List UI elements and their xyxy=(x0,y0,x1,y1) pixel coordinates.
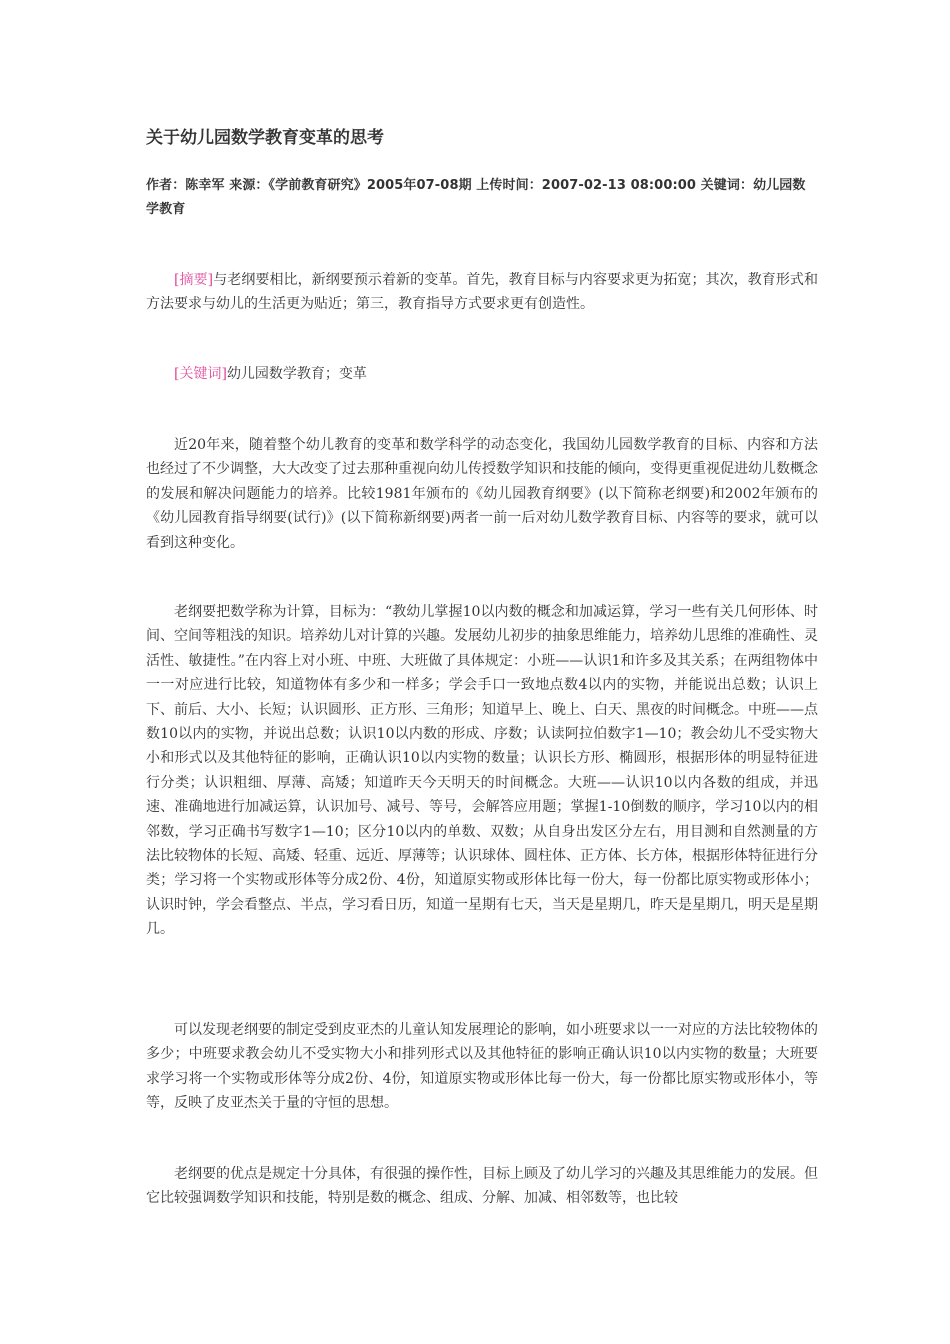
body-paragraph: 老纲要的优点是规定十分具体，有很强的操作性，目标上顾及了幼儿学习的兴趣及其思维能力的发展。但它比较强调数学知识和技能，特别是数的概念、组成、分解、加减、相邻数等，也比较 xyxy=(146,1166,818,1207)
body-paragraph: 老纲要把数学称为计算，目标为：“教幼儿掌握10以内数的概念和加减运算，学习一些有关几何形体、时间、空间等粗浅的知识。培养幼儿对计算的兴趣。发展幼儿初步的抽象思维能力，培养幼儿思维的准确性、灵活性、敏捷性。”在内容上对小班、中班、大班做了具体规定：小班——认识1和许多及其关系；在两组物体中一一对应进行比较，知道物体有多少和一样多；学会手口一致地点数4以内的实物，并能说出总数；认识上下、前后、大小、长短；认识圆形、正方形、三角形；知道早上、晚上、白天、黑夜的时间概念。中班——点数10以内的实物，并说出总数；认识10以内数的形成、序数；认读阿拉伯数字1—10；教会幼儿不受实物大小和形式以及其他特征的影响，正确认识10以内实物的数量；认识长方形、椭圆形，根据形体的明显特征进行分类；认识粗细、厚薄、高矮；知道昨天今天明天的时间概念。大班——认识10以内各数的组成，并迅速、准确地进行加减运算，认识加号、减号、等号，会解答应用题；掌握1-10倒数的顺序，学习10以内的相邻数，学习正确书写数字1—10；区分10以内的单数、双数；从自身出发区分左右，用目测和自然测量的方法比较物体的长短、高矮、轻重、远近、厚薄等；认识球体、圆柱体、正方体、长方体，根据形体特征进行分类；学习将一个实物或形体等分成2份、4份，知道原实物或形体比每一份大，每一份都比原实物或形体小；认识时钟，学会看整点、半点，学习看日历，知道一星期有七天，当天是星期几，昨天是星期几，明天是星期几。 xyxy=(146,604,818,938)
keywords-text: 幼儿园数学教育；变革 xyxy=(226,366,367,382)
article-meta: 作者：陈幸军 来源：《学前教育研究》2005年07-08期 上传时间：2007-02-13 08:00:00 关键词：幼儿园数学教育 xyxy=(146,178,806,217)
body-paragraph: 可以发现老纲要的制定受到皮亚杰的儿童认知发展理论的影响，如小班要求以一一对应的方法比较物体的多少；中班要求教会幼儿不受实物大小和排列形式以及其他特征的影响正确认识10以内实物的数量；大班要求学习将一个实物或形体等分成2份、4份，知道原实物或形体比每一份大，每一份都比原实物或形体小，等等，反映了皮亚杰关于量的守恒的思想。 xyxy=(146,1022,818,1112)
keywords-paragraph xyxy=(146,362,818,386)
abstract-paragraph xyxy=(146,268,818,317)
body-paragraph: 近20年来，随着整个幼儿教育的变革和数学科学的动态变化，我国幼儿园数学教育的目标、内容和方法也经过了不少调整，大大改变了过去那种重视向幼儿传授数学知识和技能的倾向，变得更重视促进幼儿数概念的发展和解决问题能力的培养。比较1981年颁布的《幼儿园教育纲要》(以下简称老纲要)和2002年颁布的《幼儿园教育指导纲要(试行)》(以下简称新纲要)两者一前一后对幼儿数学教育目标、内容等的要求，就可以看到这种变化。 xyxy=(146,437,818,551)
article-title: 关于幼儿园数学教育变革的思考 xyxy=(146,128,384,148)
keywords-label: [关键词] xyxy=(174,366,227,382)
abstract-text: 与老纲要相比，新纲要预示着新的变革。首先，教育目标与内容要求更为拓宽；其次，教育形式和方法要求与幼儿的生活更为贴近；第三，教育指导方式要求更有创造性。 xyxy=(146,272,818,313)
abstract-label: [摘要] xyxy=(174,272,214,288)
